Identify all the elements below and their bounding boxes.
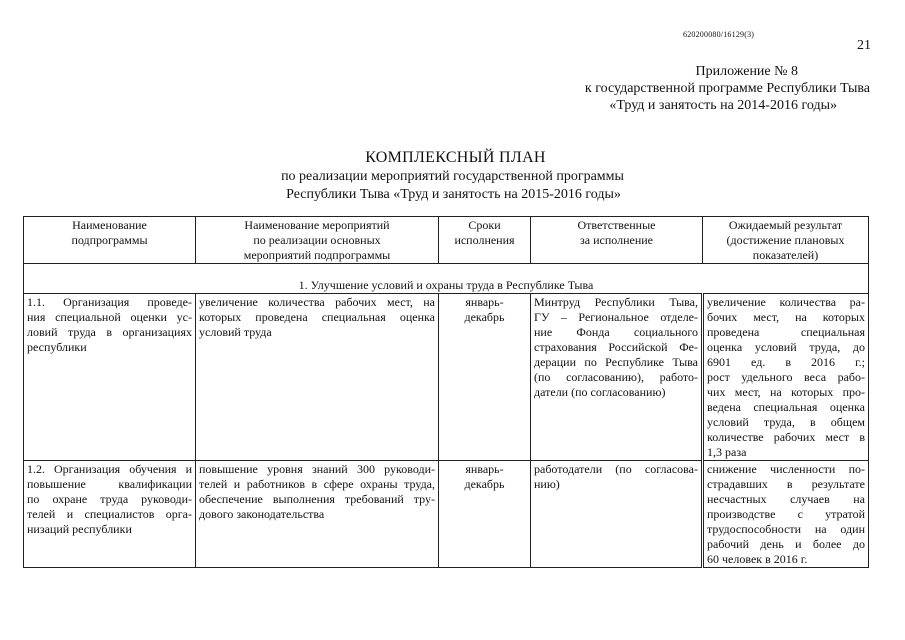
row-subprogram — [24, 461, 196, 568]
table-header-row — [24, 217, 869, 264]
header-activities — [196, 217, 439, 264]
text-line: показателей) — [752, 248, 819, 262]
text-line: ведена специальная оценка — [707, 400, 865, 414]
text-line: количестве рабочих мест в — [707, 430, 865, 444]
text-line: обеспечение выполнения требований тру- — [199, 492, 435, 506]
text-line: 6901 ед. в 2016 г.; — [707, 355, 865, 369]
text-line: за исполнение — [580, 233, 653, 247]
text-line: ловий труда в организациях — [27, 325, 192, 339]
text-line: дового законодательства — [199, 507, 325, 521]
text-line: увеличение количества рабочих мест, на — [199, 295, 435, 309]
text-line: Сроки — [468, 218, 501, 232]
text-line: ГУ – Региональное отделе- — [534, 310, 698, 324]
section-row — [24, 278, 869, 294]
text-line: которых проведена специальная оценка — [199, 310, 435, 324]
row-responsible — [531, 461, 703, 568]
text-line: трудоспособности на один — [707, 522, 865, 536]
annex-line-1: Приложение № 8 — [695, 64, 798, 79]
row-result — [703, 461, 869, 568]
text-line: Наименование мероприятий — [244, 218, 390, 232]
text-line: 1,3 раза — [707, 445, 747, 459]
table-spacer-row — [24, 264, 869, 279]
text-line: январь- — [465, 462, 504, 476]
text-line: нию) — [534, 477, 560, 491]
text-line: оценка условий труда, до — [707, 340, 865, 354]
text-line: работодатели (по согласова- — [534, 462, 698, 476]
text-line: ния специальной оценки ус- — [27, 310, 192, 324]
text-line: Наименование — [72, 218, 147, 232]
text-line: чих мест, на которых про- — [707, 385, 865, 399]
text-line: республики — [27, 340, 87, 354]
text-line: (по согласованию), работо- — [534, 370, 698, 384]
text-line: (достижение плановых — [726, 233, 845, 247]
section-title: 1. Улучшение условий и охраны труда в Республике Тыва — [24, 278, 869, 294]
plan-title: КОМПЛЕКСНЫЙ ПЛАН — [365, 149, 546, 166]
text-line: телей и специалистов орга- — [27, 507, 192, 521]
annex-block — [470, 63, 870, 114]
text-line: страхования Российской Фе- — [534, 340, 698, 354]
header-subprogram — [24, 217, 196, 264]
text-line: Ожидаемый результат — [728, 218, 843, 232]
table-row — [24, 294, 869, 461]
header-responsible — [531, 217, 703, 264]
text-line: подпрограммы — [71, 233, 148, 247]
text-line: страдавших в результате — [707, 477, 865, 491]
text-line: бочих мест, на которых — [707, 310, 865, 324]
text-line: низаций республики — [27, 522, 132, 536]
page-number: 21 — [857, 38, 871, 53]
plan-heading — [0, 149, 905, 204]
row-subprogram — [24, 294, 196, 461]
row-terms — [439, 294, 531, 461]
text-line: снижение численности по- — [707, 462, 865, 476]
text-line: Ответственные — [577, 218, 656, 232]
text-line: рост удельного веса рабо- — [707, 370, 865, 384]
table-row — [24, 461, 869, 568]
text-line: повышение уровня знаний 300 руководи- — [199, 462, 435, 476]
text-line: январь- — [465, 295, 504, 309]
row-terms — [439, 461, 531, 568]
text-line: условий труда — [199, 325, 272, 339]
text-line: рабочий день и более до — [707, 537, 865, 551]
text-line: Минтруд Республики Тыва, — [534, 295, 698, 309]
text-line: телей и работников в сфере охраны труда, — [199, 477, 435, 491]
document-code: 620200080/16129(3) — [683, 30, 755, 39]
row-activity — [196, 461, 439, 568]
text-line: по реализации основных — [253, 233, 381, 247]
text-line: по охране труда руководи- — [27, 492, 192, 506]
text-line: 60 человек в 2016 г. — [707, 552, 808, 566]
text-line: несчастных случаев на — [707, 492, 865, 506]
text-line: декабрь — [464, 477, 505, 491]
plan-subtitle-1: по реализации мероприятий государственной программы — [281, 169, 624, 184]
text-line: датели (по согласованию) — [534, 385, 666, 399]
header-terms — [439, 217, 531, 264]
text-line: мероприятий подпрограммы — [243, 248, 391, 262]
text-line: производстве с утратой — [707, 507, 865, 521]
row-responsible — [531, 294, 703, 461]
annex-line-3: «Труд и занятость на 2014-2016 годы» — [609, 98, 837, 113]
text-line: исполнения — [454, 233, 515, 247]
header-expected-result — [703, 217, 869, 264]
text-line: повышение квалификации — [27, 477, 192, 491]
text-line: 1.1. Организация проведе- — [27, 295, 192, 309]
text-line: проведена специальная — [707, 325, 865, 339]
text-line: декабрь — [464, 310, 505, 324]
text-line: ние Фонда социального — [534, 325, 698, 339]
annex-line-2: к государственной программе Республики Тыва — [584, 81, 870, 96]
text-line: увеличение количества ра- — [707, 295, 865, 309]
plan-table — [23, 216, 869, 568]
row-result — [703, 294, 869, 461]
plan-subtitle-2: Республики Тыва «Труд и занятость на 2015-2016 годы» — [286, 187, 621, 202]
row-activity — [196, 294, 439, 461]
text-line: дерации по Республике Тыва — [534, 355, 698, 369]
text-line: условий труда, в общем — [707, 415, 865, 429]
text-line: 1.2. Организация обучения и — [27, 462, 192, 476]
